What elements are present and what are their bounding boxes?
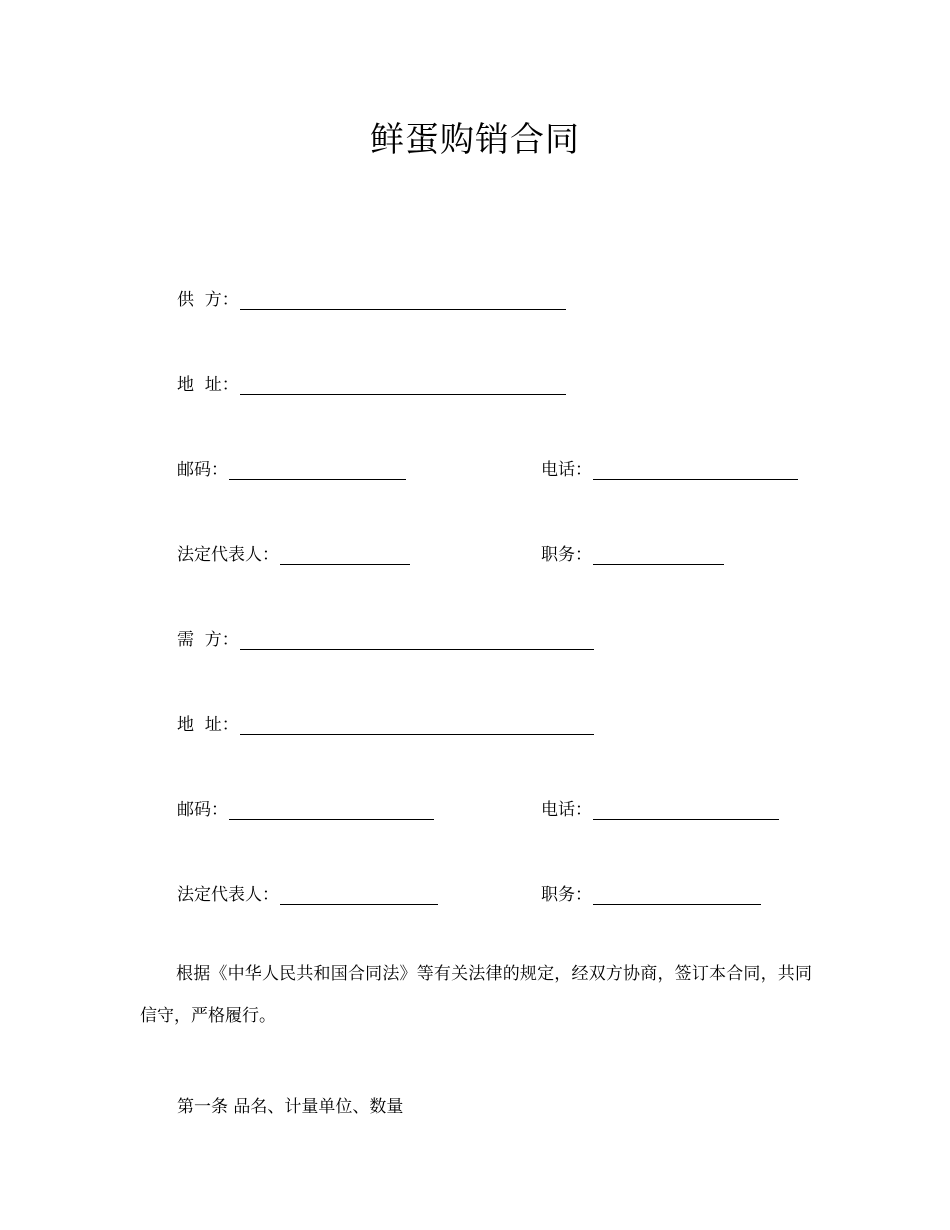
buyer-party-blank[interactable] xyxy=(240,630,594,650)
supplier-party-label: 供 方： xyxy=(177,290,239,310)
document-title: 鲜蛋购销合同 xyxy=(370,120,580,160)
buyer-position-blank[interactable] xyxy=(593,885,761,905)
buyer-phone-field xyxy=(541,795,779,820)
supplier-address-field xyxy=(177,370,566,395)
buyer-postcode-blank[interactable] xyxy=(229,800,434,820)
supplier-legal-rep-blank[interactable] xyxy=(280,545,410,565)
supplier-phone-label: 电话： xyxy=(541,460,592,480)
supplier-phone-field xyxy=(541,455,798,480)
supplier-legal-rep-field xyxy=(177,540,410,565)
buyer-party-row xyxy=(0,625,950,649)
preamble-paragraph: 根据《中华人民共和国合同法》等有关法律的规定，经双方协商，签订本合同，共同信守，严格履行。 xyxy=(140,964,812,1026)
supplier-postcode-label: 邮码： xyxy=(177,460,228,480)
supplier-party-row xyxy=(0,285,950,309)
supplier-position-field xyxy=(541,540,724,565)
supplier-address-label: 地 址： xyxy=(177,375,239,395)
buyer-phone-label: 电话： xyxy=(541,800,592,820)
supplier-position-blank[interactable] xyxy=(593,545,724,565)
buyer-address-label: 地 址： xyxy=(177,715,239,735)
buyer-legal-rep-field xyxy=(177,880,438,905)
buyer-phone-blank[interactable] xyxy=(593,800,779,820)
supplier-party-blank[interactable] xyxy=(240,290,566,310)
supplier-postcode-field xyxy=(177,455,406,480)
buyer-address-field xyxy=(177,710,594,735)
supplier-phone-blank[interactable] xyxy=(593,460,798,480)
buyer-party-label: 需 方： xyxy=(177,630,239,650)
buyer-postcode-label: 邮码： xyxy=(177,800,228,820)
supplier-legal-rep-label: 法定代表人： xyxy=(177,545,279,565)
buyer-position-label: 职务： xyxy=(541,885,592,905)
buyer-rep-row xyxy=(0,880,950,904)
supplier-address-row xyxy=(0,370,950,394)
supplier-rep-row xyxy=(0,540,950,564)
article-1-heading: 第一条 品名、计量单位、数量 xyxy=(177,1097,404,1117)
buyer-legal-rep-label: 法定代表人： xyxy=(177,885,279,905)
supplier-contact-row xyxy=(0,455,950,479)
buyer-party-field xyxy=(177,625,594,650)
buyer-legal-rep-blank[interactable] xyxy=(280,885,438,905)
supplier-position-label: 职务： xyxy=(541,545,592,565)
supplier-address-blank[interactable] xyxy=(240,375,566,395)
buyer-address-blank[interactable] xyxy=(240,715,594,735)
buyer-address-row xyxy=(0,710,950,734)
buyer-position-field xyxy=(541,880,761,905)
buyer-contact-row xyxy=(0,795,950,819)
buyer-postcode-field xyxy=(177,795,434,820)
supplier-postcode-blank[interactable] xyxy=(229,460,406,480)
supplier-party-field xyxy=(177,285,566,310)
